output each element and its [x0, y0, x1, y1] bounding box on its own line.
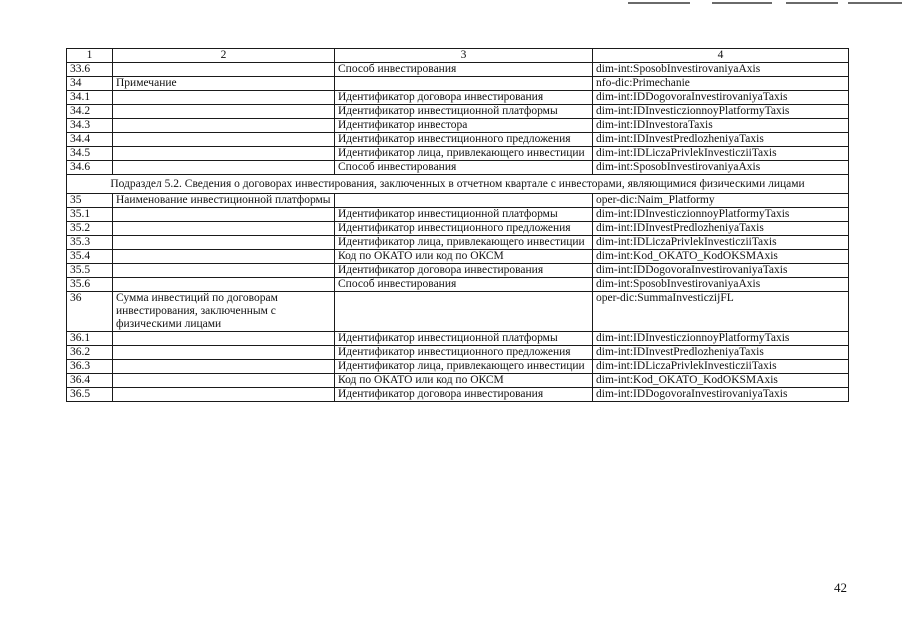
- cell-property: Идентификатор инвестиционной платформы: [335, 208, 593, 222]
- cell-property: Код по ОКАТО или код по ОКСМ: [335, 374, 593, 388]
- cell-property: Идентификатор инвестиционного предложения: [335, 133, 593, 147]
- subsection-row: [67, 175, 849, 194]
- cell-property: Идентификатор договора инвестирования: [335, 91, 593, 105]
- cell-name: [113, 133, 335, 147]
- registry-table: [66, 48, 849, 402]
- cell-name: [113, 161, 335, 175]
- cell-property: [335, 194, 593, 208]
- cell-name: [113, 91, 335, 105]
- cell-property: Идентификатор инвестиционной платформы: [335, 332, 593, 346]
- cell-property: Способ инвестирования: [335, 161, 593, 175]
- cell-code: dim-int:IDInvesticzionnoyPlatformyTaxis: [593, 332, 849, 346]
- table-row: [67, 161, 849, 175]
- cell-num: 36.3: [67, 360, 113, 374]
- table-row: [67, 133, 849, 147]
- cell-code: dim-int:IDDogovoraInvestirovaniyaTaxis: [593, 264, 849, 278]
- cell-num: 34.5: [67, 147, 113, 161]
- cell-code: nfo-dic:Primechanie: [593, 77, 849, 91]
- table-row: [67, 91, 849, 105]
- cell-code: dim-int:SposobInvestirovaniyaAxis: [593, 63, 849, 77]
- cell-name: [113, 388, 335, 402]
- cell-num: 36.1: [67, 332, 113, 346]
- cell-property: Идентификатор инвестиционного предложения: [335, 346, 593, 360]
- cell-name: [113, 374, 335, 388]
- table-row: [67, 63, 849, 77]
- column-number: 4: [593, 49, 849, 63]
- cell-name: [113, 264, 335, 278]
- cell-name: [113, 332, 335, 346]
- page-number: 42: [834, 580, 847, 595]
- table-row: [67, 346, 849, 360]
- cell-name: [113, 105, 335, 119]
- table-row: [67, 208, 849, 222]
- cell-num: 34.4: [67, 133, 113, 147]
- cell-num: 36.5: [67, 388, 113, 402]
- cell-name: [113, 236, 335, 250]
- cell-name: [113, 346, 335, 360]
- column-number: 3: [335, 49, 593, 63]
- subsection-title: Подраздел 5.2. Сведения о договорах инвестирования, заключенных в отчетном квартале с инвесторами, являющимися физическими лицами: [67, 175, 849, 194]
- cell-num: 34.1: [67, 91, 113, 105]
- top-rule-4: [848, 2, 902, 4]
- cell-code: dim-int:IDDogovoraInvestirovaniyaTaxis: [593, 388, 849, 402]
- cell-code: dim-int:SposobInvestirovaniyaAxis: [593, 161, 849, 175]
- cell-code: dim-int:Kod_OKATO_KodOKSMAxis: [593, 250, 849, 264]
- cell-name: [113, 360, 335, 374]
- cell-code: dim-int:IDInvestPredlozheniyaTaxis: [593, 133, 849, 147]
- table-row: [67, 119, 849, 133]
- cell-num: 35.3: [67, 236, 113, 250]
- cell-property: Идентификатор договора инвестирования: [335, 264, 593, 278]
- cell-property: Код по ОКАТО или код по ОКСМ: [335, 250, 593, 264]
- table-row: [67, 264, 849, 278]
- cell-property: [335, 292, 593, 332]
- cell-num: 35: [67, 194, 113, 208]
- column-number: 2: [113, 49, 335, 63]
- column-number: 1: [67, 49, 113, 63]
- cell-num: 36: [67, 292, 113, 332]
- cell-code: dim-int:IDInvestPredlozheniyaTaxis: [593, 346, 849, 360]
- table-row: [67, 222, 849, 236]
- cell-code: dim-int:IDInvestPredlozheniyaTaxis: [593, 222, 849, 236]
- table-row: [67, 236, 849, 250]
- top-rule-3: [786, 2, 838, 4]
- cell-num: 36.2: [67, 346, 113, 360]
- cell-code: dim-int:IDLiczaPrivlekInvesticziiTaxis: [593, 147, 849, 161]
- table-row: [67, 250, 849, 264]
- cell-property: Идентификатор инвестиционной платформы: [335, 105, 593, 119]
- table-body: [67, 63, 849, 402]
- cell-name: Сумма инвестиций по договорам инвестирования, заключенным с физическими лицами: [113, 292, 335, 332]
- column-number-row: [67, 49, 849, 63]
- cell-name: [113, 63, 335, 77]
- cell-num: 35.5: [67, 264, 113, 278]
- cell-name: Наименование инвестиционной платформы: [113, 194, 335, 208]
- cell-name: [113, 208, 335, 222]
- cell-property: Способ инвестирования: [335, 63, 593, 77]
- cell-num: 33.6: [67, 63, 113, 77]
- cell-property: Идентификатор инвестиционного предложения: [335, 222, 593, 236]
- cell-property: [335, 77, 593, 91]
- cell-name: [113, 278, 335, 292]
- cell-num: 35.1: [67, 208, 113, 222]
- cell-property: Идентификатор лица, привлекающего инвестиции: [335, 147, 593, 161]
- table-row: [67, 360, 849, 374]
- cell-code: dim-int:IDInvesticzionnoyPlatformyTaxis: [593, 105, 849, 119]
- cell-code: dim-int:IDLiczaPrivlekInvesticziiTaxis: [593, 360, 849, 374]
- table-row: [67, 292, 849, 332]
- table-row: [67, 374, 849, 388]
- cell-num: 36.4: [67, 374, 113, 388]
- table-row: [67, 147, 849, 161]
- cell-num: 34.3: [67, 119, 113, 133]
- cell-code: dim-int:SposobInvestirovaniyaAxis: [593, 278, 849, 292]
- top-rule-2: [712, 2, 772, 4]
- top-rule-1: [628, 2, 690, 4]
- cell-code: dim-int:IDDogovoraInvestirovaniyaTaxis: [593, 91, 849, 105]
- table-row: [67, 194, 849, 208]
- cell-property: Идентификатор инвестора: [335, 119, 593, 133]
- cell-num: 35.4: [67, 250, 113, 264]
- cell-code: dim-int:IDInvesticzionnoyPlatformyTaxis: [593, 208, 849, 222]
- cell-num: 35.2: [67, 222, 113, 236]
- cell-name: [113, 147, 335, 161]
- cell-code: oper-dic:Naim_Platformy: [593, 194, 849, 208]
- cell-name: Примечание: [113, 77, 335, 91]
- cell-code: dim-int:IDInvestoraTaxis: [593, 119, 849, 133]
- table-row: [67, 105, 849, 119]
- cell-num: 35.6: [67, 278, 113, 292]
- cell-name: [113, 222, 335, 236]
- cell-num: 34: [67, 77, 113, 91]
- cell-name: [113, 250, 335, 264]
- cell-code: dim-int:IDLiczaPrivlekInvesticziiTaxis: [593, 236, 849, 250]
- table-row: [67, 278, 849, 292]
- table-row: [67, 388, 849, 402]
- cell-property: Идентификатор договора инвестирования: [335, 388, 593, 402]
- cell-num: 34.2: [67, 105, 113, 119]
- table-row: [67, 77, 849, 91]
- cell-code: dim-int:Kod_OKATO_KodOKSMAxis: [593, 374, 849, 388]
- cell-property: Идентификатор лица, привлекающего инвестиции: [335, 236, 593, 250]
- cell-property: Идентификатор лица, привлекающего инвестиции: [335, 360, 593, 374]
- cell-num: 34.6: [67, 161, 113, 175]
- cell-name: [113, 119, 335, 133]
- cell-code: oper-dic:SummaInvesticzijFL: [593, 292, 849, 332]
- cell-property: Способ инвестирования: [335, 278, 593, 292]
- table-row: [67, 332, 849, 346]
